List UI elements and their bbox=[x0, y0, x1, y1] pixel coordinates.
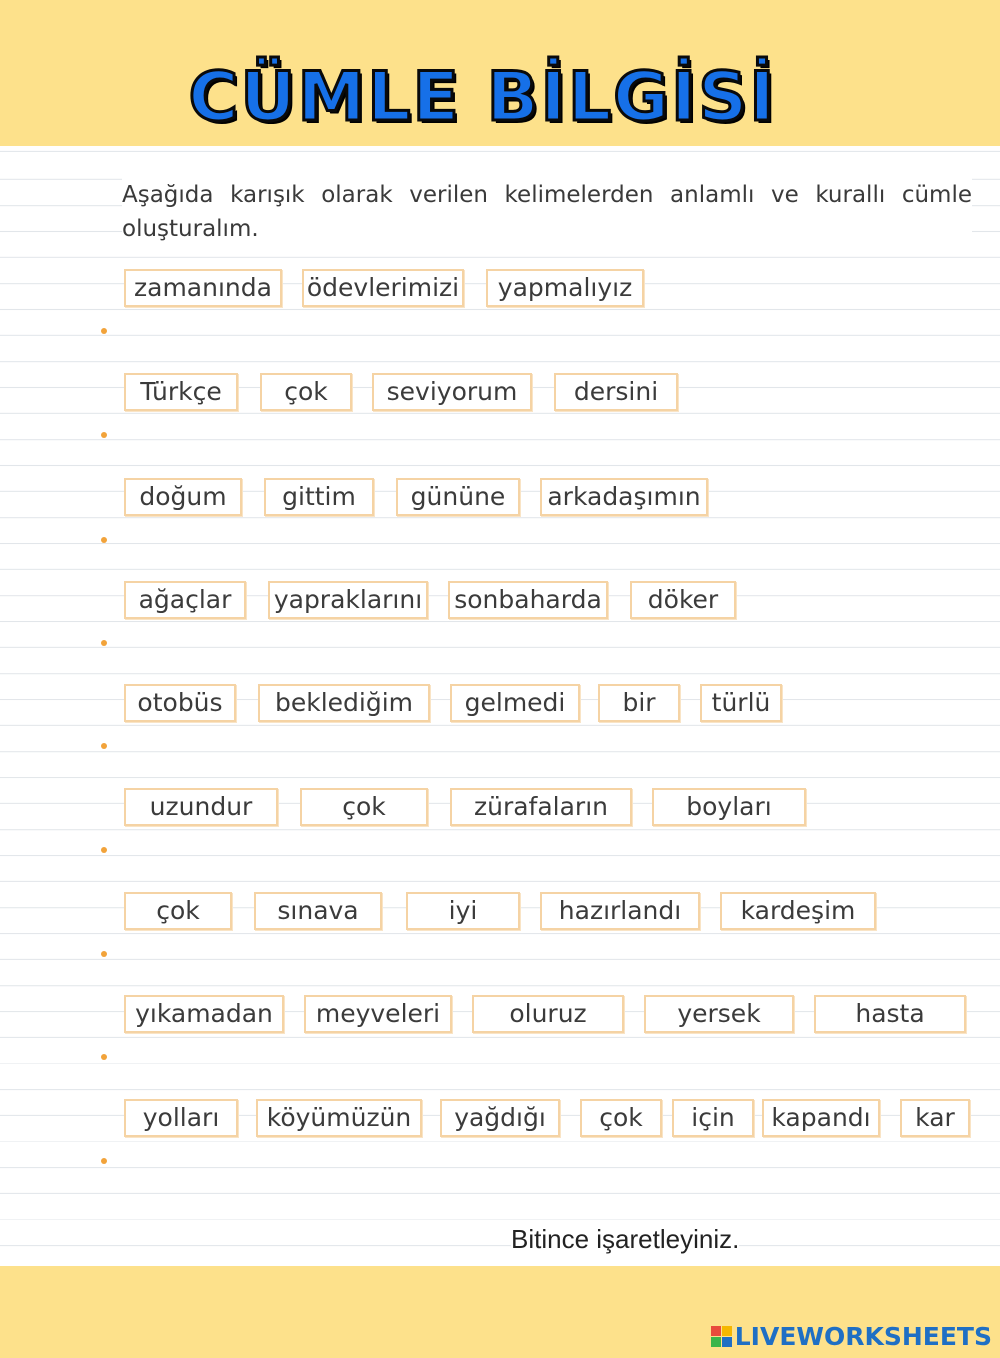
instruction-text: Aşağıda karışık olarak verilen kelimelerden anlamlı ve kurallı cümle oluşturalım. bbox=[122, 178, 972, 246]
word-box[interactable]: çok bbox=[124, 892, 232, 930]
word-box[interactable]: için bbox=[672, 1099, 754, 1137]
finish-label[interactable]: Bitince işaretleyiniz. bbox=[511, 1224, 740, 1254]
word-box[interactable]: yapraklarını bbox=[268, 581, 428, 619]
word-box[interactable]: beklediğim bbox=[258, 684, 430, 722]
word-box[interactable]: gelmedi bbox=[450, 684, 580, 722]
answer-line-bullet bbox=[101, 847, 107, 853]
word-box[interactable]: boyları bbox=[652, 788, 806, 826]
word-box[interactable]: zürafaların bbox=[450, 788, 632, 826]
word-box[interactable]: iyi bbox=[406, 892, 520, 930]
word-box[interactable]: hasta bbox=[814, 995, 966, 1033]
answer-line-bullet bbox=[101, 537, 107, 543]
word-box[interactable]: zamanında bbox=[124, 269, 282, 307]
word-box[interactable]: ödevlerimizi bbox=[302, 269, 464, 307]
word-box[interactable]: döker bbox=[630, 581, 736, 619]
word-box[interactable]: çok bbox=[580, 1099, 662, 1137]
word-row bbox=[0, 478, 1000, 578]
word-box[interactable]: köyümüzün bbox=[256, 1099, 422, 1137]
liveworksheets-icon bbox=[711, 1326, 732, 1347]
word-box[interactable]: yıkamadan bbox=[124, 995, 284, 1033]
answer-line-bullet bbox=[101, 328, 107, 334]
word-box[interactable]: kardeşim bbox=[720, 892, 876, 930]
answer-line-bullet bbox=[101, 640, 107, 646]
word-box[interactable]: otobüs bbox=[124, 684, 236, 722]
word-box[interactable]: doğum bbox=[124, 478, 242, 516]
word-box[interactable]: çok bbox=[260, 373, 352, 411]
word-box[interactable]: kapandı bbox=[762, 1099, 880, 1137]
word-box[interactable]: yapmalıyız bbox=[486, 269, 644, 307]
word-box[interactable]: ağaçlar bbox=[124, 581, 246, 619]
word-row bbox=[0, 995, 1000, 1095]
word-box[interactable]: yağdığı bbox=[440, 1099, 560, 1137]
word-box[interactable]: Türkçe bbox=[124, 373, 238, 411]
answer-line-bullet bbox=[101, 1158, 107, 1164]
word-row bbox=[0, 684, 1000, 784]
word-box[interactable]: meyveleri bbox=[304, 995, 452, 1033]
word-row bbox=[0, 1099, 1000, 1199]
word-box[interactable]: gününe bbox=[396, 478, 520, 516]
word-box[interactable]: uzundur bbox=[124, 788, 278, 826]
brand-logo bbox=[711, 1322, 992, 1351]
answer-line-bullet bbox=[101, 951, 107, 957]
word-row bbox=[0, 892, 1000, 992]
word-box[interactable]: seviyorum bbox=[372, 373, 532, 411]
word-box[interactable]: hazırlandı bbox=[540, 892, 700, 930]
word-box[interactable]: çok bbox=[300, 788, 428, 826]
brand-name: LIVEWORKSHEETS bbox=[734, 1322, 992, 1351]
word-box[interactable]: yersek bbox=[644, 995, 794, 1033]
answer-line-bullet bbox=[101, 1054, 107, 1060]
word-row bbox=[0, 581, 1000, 681]
word-box[interactable]: yolları bbox=[124, 1099, 238, 1137]
word-box[interactable]: oluruz bbox=[472, 995, 624, 1033]
word-box[interactable]: arkadaşımın bbox=[540, 478, 708, 516]
word-box[interactable]: türlü bbox=[700, 684, 782, 722]
word-box[interactable]: sınava bbox=[254, 892, 382, 930]
page-title: CÜMLE BİLGİSİ bbox=[188, 58, 777, 137]
word-box[interactable]: gittim bbox=[264, 478, 374, 516]
answer-line-bullet bbox=[101, 743, 107, 749]
word-box[interactable]: bir bbox=[598, 684, 680, 722]
word-row bbox=[0, 373, 1000, 473]
word-box[interactable]: sonbaharda bbox=[448, 581, 608, 619]
word-row bbox=[0, 788, 1000, 888]
answer-line-bullet bbox=[101, 432, 107, 438]
word-row bbox=[0, 269, 1000, 369]
word-box[interactable]: kar bbox=[900, 1099, 970, 1137]
word-box[interactable]: dersini bbox=[554, 373, 678, 411]
